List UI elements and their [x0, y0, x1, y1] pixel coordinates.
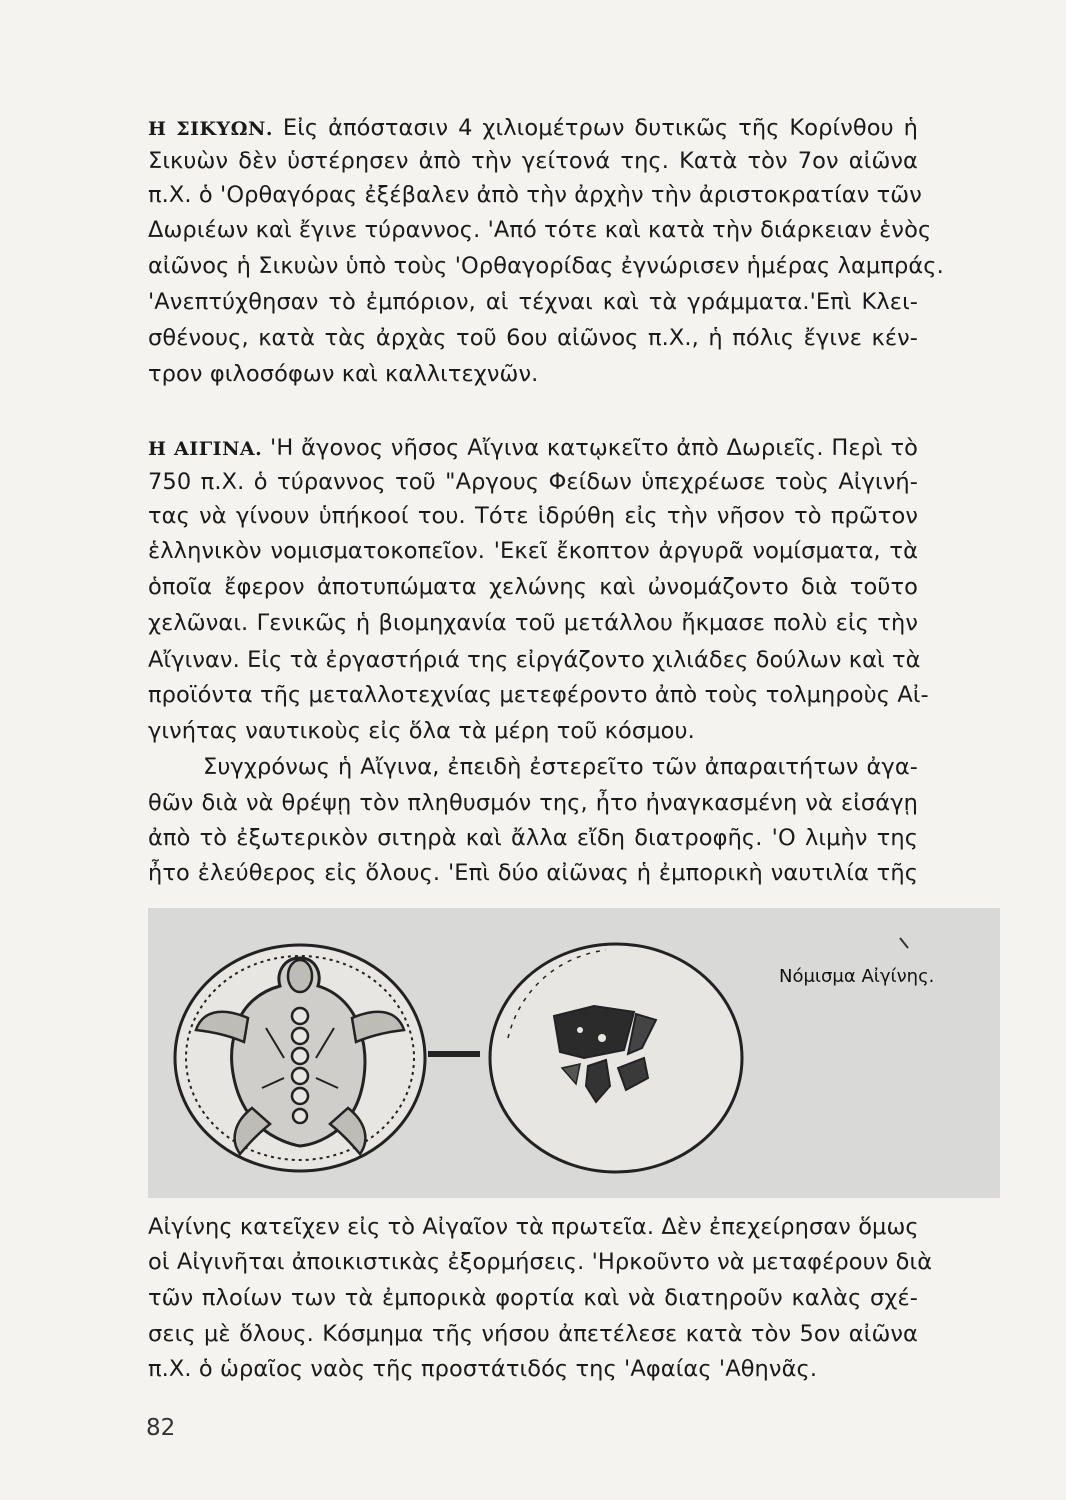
coin-figure	[148, 908, 1000, 1198]
sikyon-line-6: 'Ανεπτύχθησαν τὸ ἐμπόριον, αἱ τέχναι καὶ τὰ γράμματα.'Επὶ Κλει-	[148, 289, 918, 315]
sikyon-line-1: Η ΣΙΚΥΩΝ. Εἰς ἀπόστασιν 4 χιλιομέτρων δυτικῶς τῆς Κορίνθου ἡ	[148, 115, 918, 141]
aigina-line-7: Αἴγιναν. Εἰς τὰ ἐργαστήριά της εἰργάζοντο χιλιάδες δούλων καὶ τὰ	[148, 647, 921, 673]
aigina-line-8: προϊόντα τῆς μεταλλοτεχνίας μετεφέροντο ἀπὸ τοὺς τολμηροὺς Αἰ-	[148, 682, 929, 708]
incuse-coin-reverse	[490, 944, 742, 1172]
sikyon-line-4: Δωριέων καὶ ἔγινε τύραννος. 'Από τότε καὶ κατὰ τὴν διάρκειαν ἑνὸς	[148, 217, 932, 243]
aigina-line-2: 750 π.Χ. ὁ τύραννος τοῦ "Αργους Φείδων ὑπεχρέωσε τοὺς Αἰγινή-	[148, 469, 918, 495]
aigina-coin-illustration	[148, 908, 1000, 1198]
aigina-cont-line-5: π.Χ. ὁ ὡραῖος ναὸς τῆς προστάτιδός της 'Αφαίας 'Αθηνᾶς.	[148, 1356, 818, 1382]
aigina-p2-line-3: ἀπὸ τὸ ἐξωτερικὸν σιτηρὰ καὶ ἄλλα εἴδη διατροφῆς. 'Ο λιμὴν της	[148, 825, 918, 851]
aigina-cont-line-3: τῶν πλοίων των τὰ ἐμπορικὰ φορτία καὶ νὰ διατηροῦν καλὰς σχέ-	[148, 1285, 918, 1311]
aigina-cont-line-1: Αἰγίνης κατεῖχεν εἰς τὸ Αἰγαῖον τὰ πρωτεῖα. Δὲν ἐπεχείρησαν ὅμως	[148, 1214, 919, 1240]
aigina-p2-line-4: ἦτο ἐλεύθερος εἰς ὅλους. 'Επὶ δύο αἰῶνας ἡ ἐμπορικὴ ναυτιλία τῆς	[148, 860, 918, 886]
aigina-line-6: χελῶναι. Γενικῶς ἡ βιομηχανία τοῦ μετάλλου ἤκμασε πολὺ εἰς τὴν	[148, 610, 918, 636]
coin-separator	[428, 1051, 480, 1057]
page-number: 82	[146, 1415, 176, 1441]
sikyon-line-3: π.Χ. ὁ 'Ορθαγόρας ἐξέβαλεν ἀπὸ τὴν ἀρχὴν τὴν ἀριστοκρατίαν τῶν	[148, 182, 922, 208]
turtle-coin-obverse	[175, 945, 425, 1171]
figure-caption: Νόμισμα Αἰγίνης.	[779, 966, 935, 987]
aigina-line-1: Η ΑΙΓΙΝΑ. 'Η ἄγονος νῆσος Αἴγινα κατῳκεῖτο ἀπὸ Δωριεῖς. Περὶ τὸ	[148, 435, 918, 461]
aigina-p2-line-1: Συγχρόνως ἡ Αἴγινα, ἐπειδὴ ἐστερεῖτο τῶν ἀπαραιτήτων ἀγα-	[203, 754, 918, 780]
aigina-line-4: ἑλληνικὸν νομισματοκοπεῖον. 'Εκεῖ ἔκοπτον ἀργυρᾶ νομίσματα, τὰ	[148, 538, 918, 564]
aigina-cont-line-2: οἱ Αἰγινῆται ἀποικιστικὰς ἐξορμήσεις. 'Ηρκοῦντο νὰ μεταφέρουν διὰ	[148, 1249, 933, 1275]
aigina-heading: Η ΑΙΓΙΝΑ.	[148, 438, 263, 460]
sikyon-line-7: σθένους, κατὰ τὰς ἀρχὰς τοῦ 6ου αἰῶνος π.Χ., ἡ πόλις ἔγινε κέν-	[148, 325, 918, 351]
aigina-line-3: τας νὰ γίνουν ὑπήκοοί του. Τότε ἱδρύθη εἰς τὴν νῆσον τὸ πρῶτον	[148, 503, 918, 529]
aigina-cont-line-4: σεις μὲ ὅλους. Κόσμημα τῆς νήσου ἀπετέλεσε κατὰ τὸν 5ον αἰῶνα	[148, 1321, 918, 1347]
sikyon-line-2: Σικυὼν δὲν ὑστέρησεν ἀπὸ τὴν γείτονά της. Κατὰ τὸν 7ον αἰῶνα	[148, 148, 918, 174]
sikyon-line-5: αἰῶνος ἡ Σικυὼν ὑπὸ τοὺς 'Ορθαγορίδας ἐγνώρισεν ἡμέρας λαμπράς.	[148, 253, 944, 279]
sikyon-heading: Η ΣΙΚΥΩΝ.	[148, 118, 273, 140]
aigina-line-9: γινήτας ναυτικοὺς εἰς ὅλα τὰ μέρη τοῦ κόσμου.	[148, 718, 695, 744]
sikyon-line-8: τρον φιλοσόφων καὶ καλλιτεχνῶν.	[148, 361, 539, 387]
aigina-p2-line-2: θῶν διὰ νὰ θρέψῃ τὸν πληθυσμόν της, ἦτο ἠναγκασμένη νὰ εἰσάγῃ	[148, 790, 918, 816]
aigina-line-5: ὁποῖα ἔφερον ἀποτυπώματα χελώνης καὶ ὠνομάζοντο διὰ τοῦτο	[148, 574, 918, 600]
